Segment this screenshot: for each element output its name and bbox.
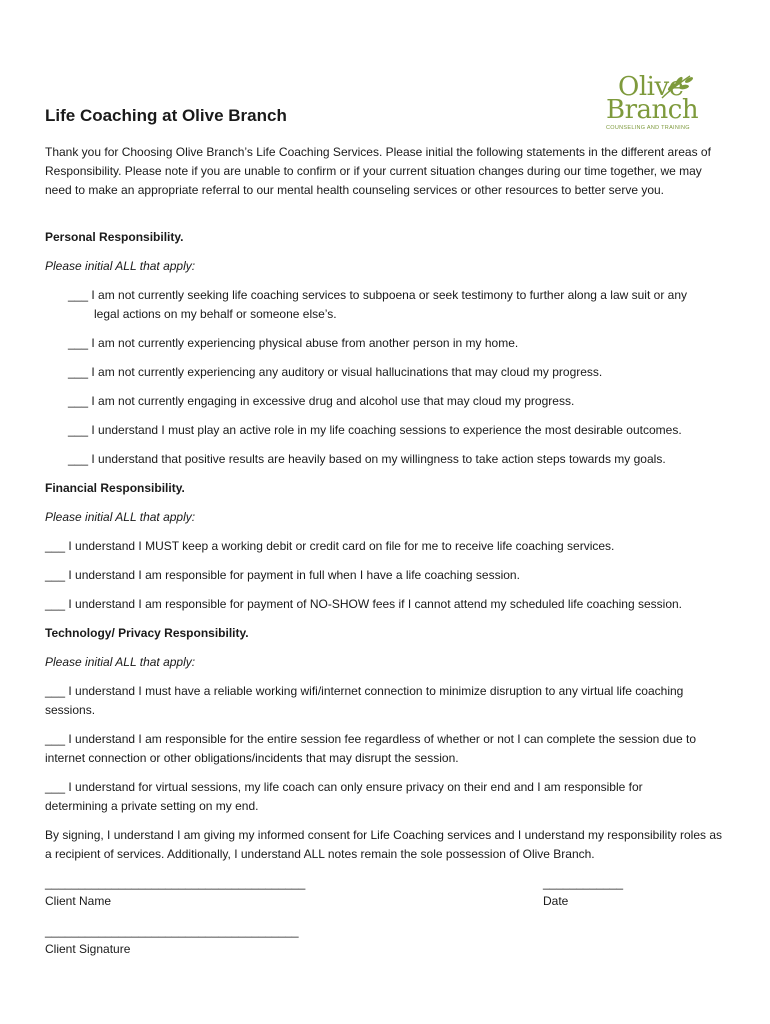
technology-item-2: ___ I understand I am responsible for the entire session fee regardless of whether or not I can complete the session due to internet connection or other obligations/incidents that may disrupt the session. (45, 732, 697, 765)
technology-heading: Technology/ Privacy Responsibility. (45, 626, 249, 640)
client-name-line[interactable]: _______________________________________ (45, 876, 306, 890)
financial-item-2: ___ I understand I am responsible for payment in full when I have a life coaching session. (45, 568, 520, 582)
logo-word-olive: Olive (618, 72, 684, 102)
intro-paragraph: Thank you for Choosing Olive Branch’s Life Coaching Services. Please initial the following statements in the different areas of Responsibility. Please note if you are unable to confirm or if your current situation changes during our time together, we may need to make an appropriate referral to our mental health counseling services or other resources to better serve you. (45, 145, 711, 197)
date-line[interactable]: ____________ (543, 876, 624, 890)
technology-item-1: ___ I understand I must have a reliable working wifi/internet connection to minimize disruption to any virtual life coaching sessions. (45, 684, 684, 717)
personal-heading: Personal Responsibility. (45, 230, 184, 244)
personal-item-1-cont: legal actions on my behalf or someone else’s. (94, 307, 337, 321)
client-signature-label: Client Signature (45, 942, 131, 956)
technology-instruction: Please initial ALL that apply: (45, 655, 196, 669)
personal-item-6: ___ I understand that positive results are heavily based on my willingness to take action steps towards my goals. (68, 452, 666, 466)
financial-instruction: Please initial ALL that apply: (45, 510, 196, 524)
client-name-label: Client Name (45, 894, 112, 908)
olive-branch-logo (598, 72, 699, 134)
technology-item-3: ___ I understand for virtual sessions, my life coach can only ensure privacy on their end and I am responsible for determining a private setting on my end. (45, 780, 643, 813)
client-signature-line[interactable]: ______________________________________ (45, 924, 299, 938)
personal-item-1: ___ I am not currently seeking life coaching services to subpoena or seek testimony to further along a law suit or any (68, 288, 687, 302)
page-title: Life Coaching at Olive Branch (45, 106, 287, 125)
date-label: Date (543, 894, 569, 908)
personal-item-4: ___ I am not currently engaging in excessive drug and alcohol use that may cloud my progress. (68, 394, 575, 408)
logo-tagline: COUNSELING AND TRAINING (606, 125, 690, 131)
personal-item-2: ___ I am not currently experiencing physical abuse from another person in my home. (68, 336, 519, 350)
financial-heading: Financial Responsibility. (45, 481, 185, 495)
personal-item-5: ___ I understand I must play an active role in my life coaching sessions to experience the most desirable outcomes. (68, 423, 682, 437)
consent-paragraph: By signing, I understand I am giving my informed consent for Life Coaching services and I understand my responsibility roles as a recipient of services. Additionally, I understand ALL notes remain the sole possession of Olive Branch. (45, 828, 723, 861)
personal-item-3: ___ I am not currently experiencing any auditory or visual hallucinations that may cloud my progress. (68, 365, 603, 379)
logo-word-branch: Branch (606, 95, 699, 125)
financial-item-1: ___ I understand I MUST keep a working debit or credit card on file for me to receive life coaching services. (45, 539, 615, 553)
personal-instruction: Please initial ALL that apply: (45, 259, 196, 273)
financial-item-3: ___ I understand I am responsible for payment of NO-SHOW fees if I cannot attend my scheduled life coaching session. (45, 597, 682, 611)
